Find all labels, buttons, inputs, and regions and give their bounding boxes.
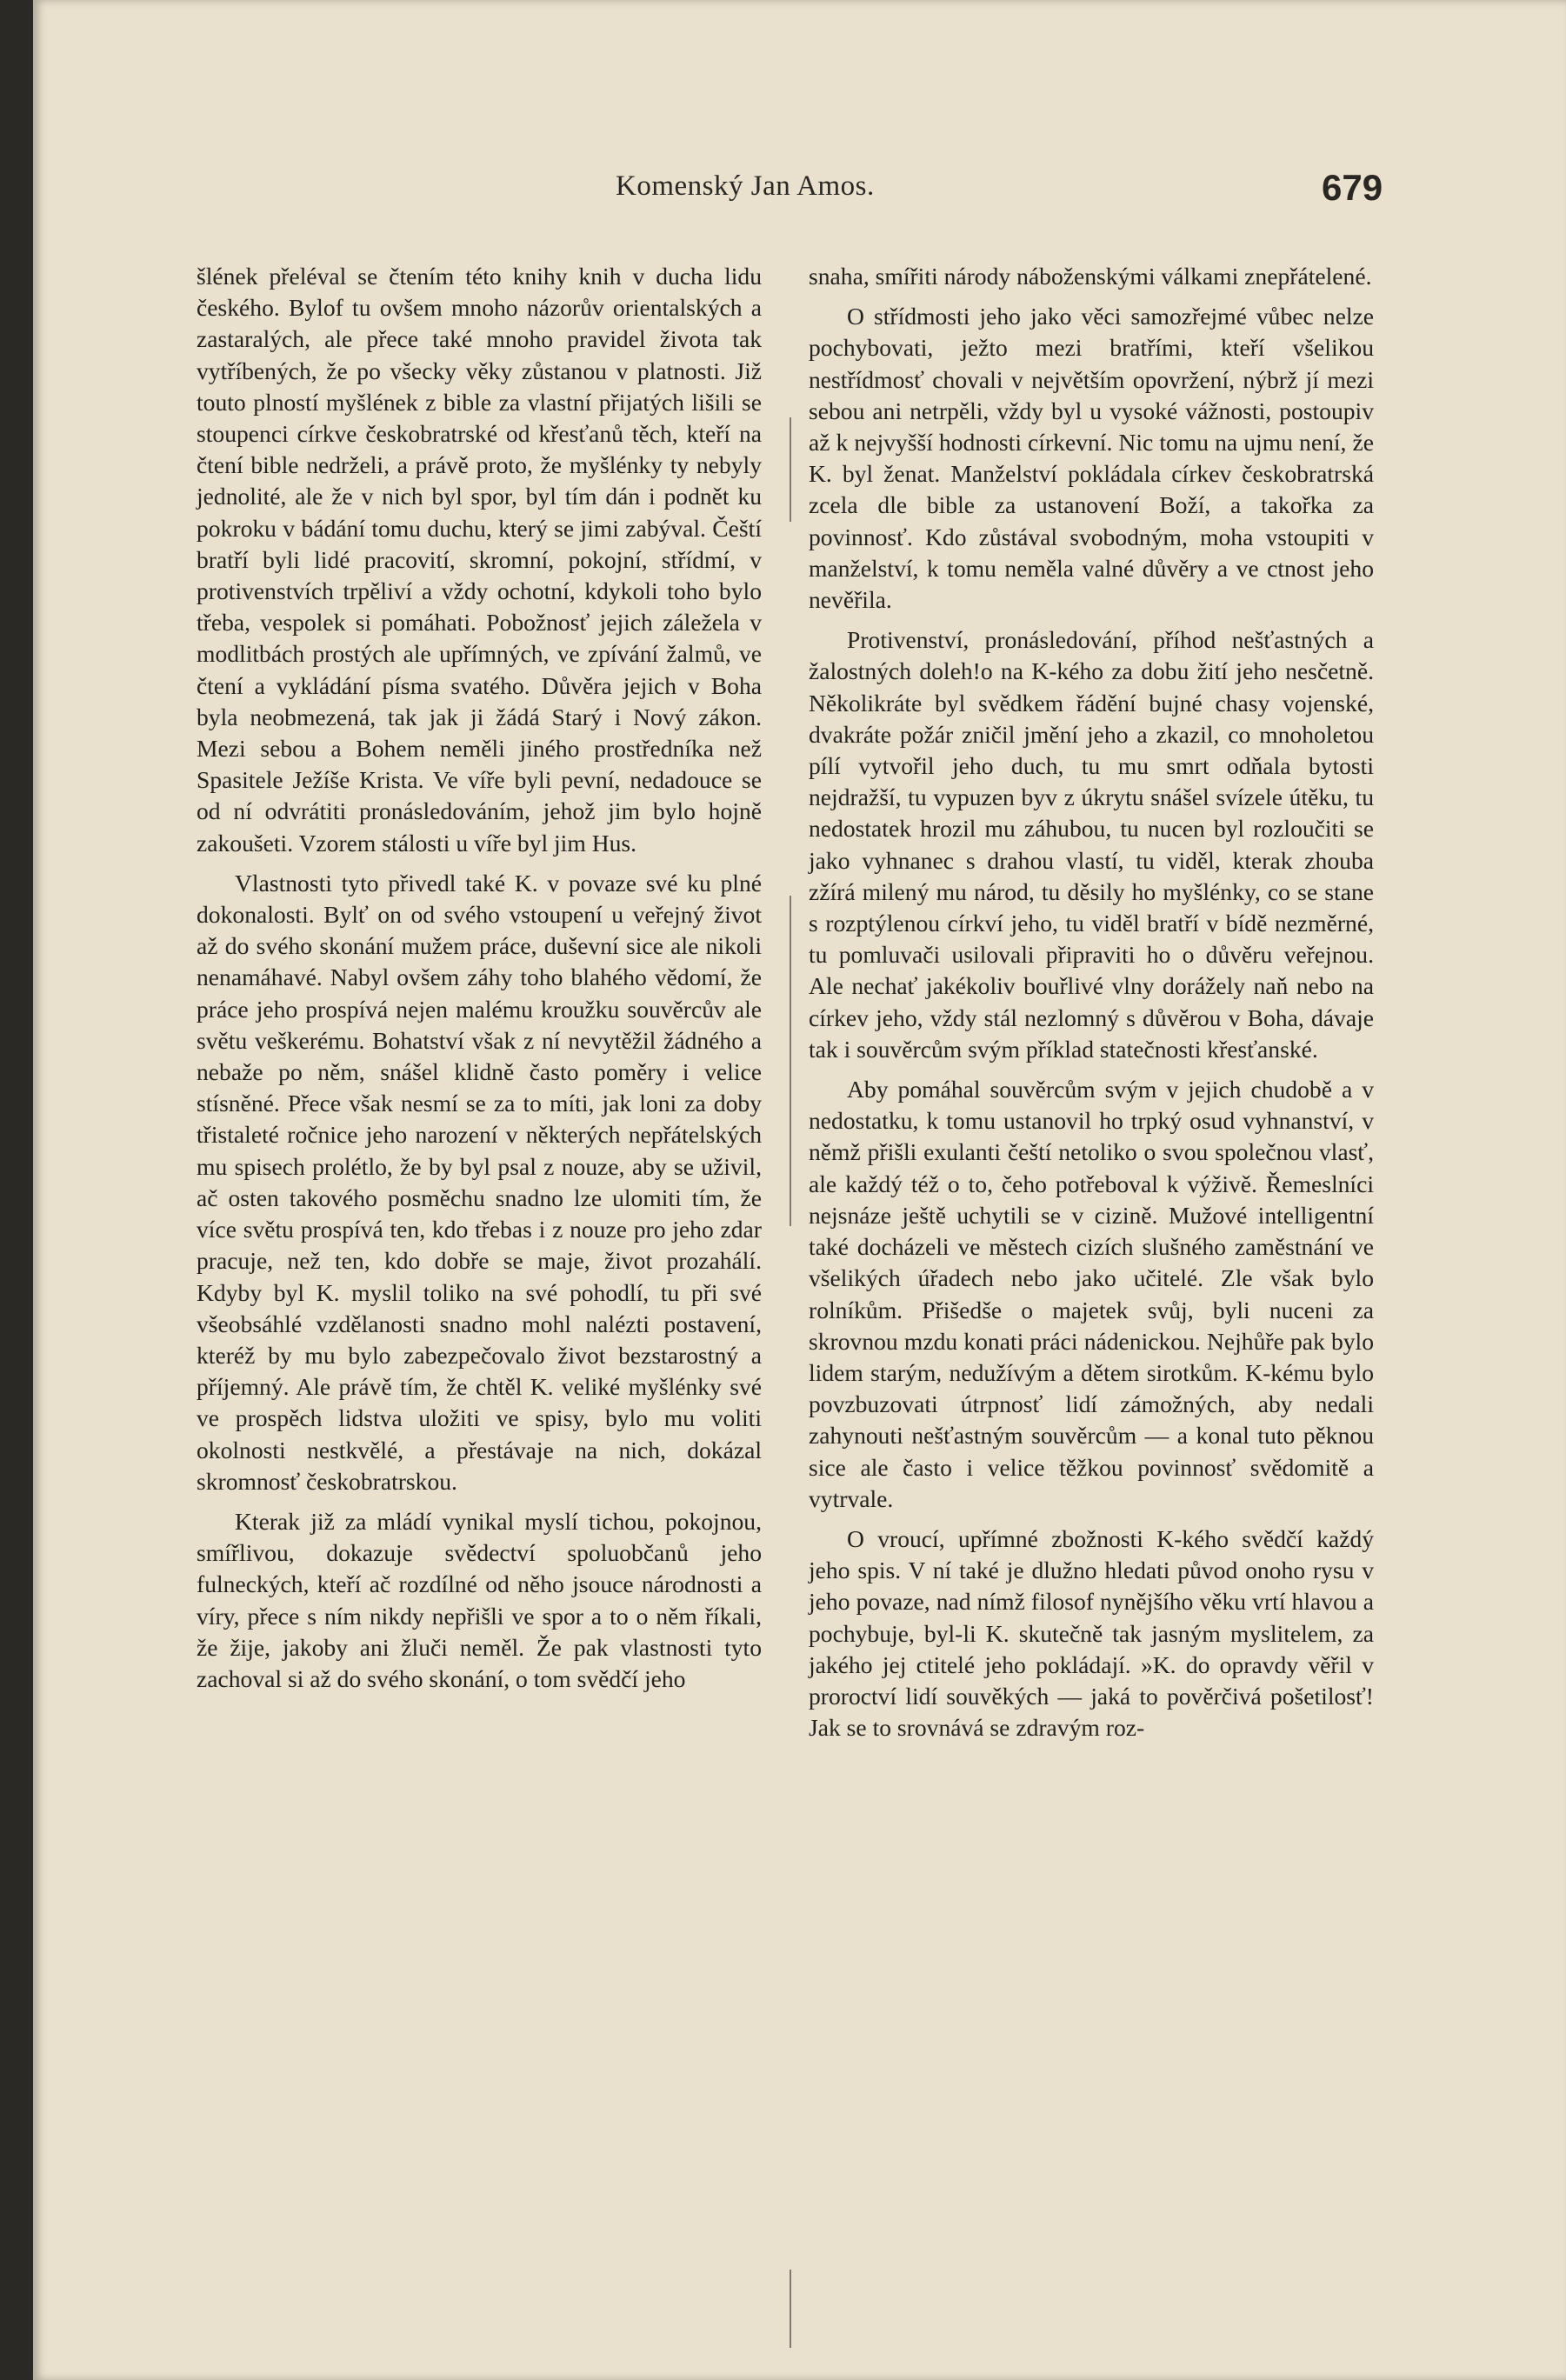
page-number: 679 [1322, 167, 1383, 208]
document-page [33, 0, 1566, 2380]
paragraph: O vroucí, upřímné zbožnosti K-kého svědčí každý jeho spis. V ní také je dlužno hledati původ onoho rysu v jeho povaze, nad nímž filosof nynějšího věku vrtí hlavou a pochybuje, byl-li K. skutečně tak jasným myslitelem, za jakého jej ctitelé jeho pokládají. »K. do opravdy věřil v proroctví lidí souvěkých — jaká to pověrčivá pošetilosť! Jak se to srovnává se zdravým roz- [809, 1524, 1374, 1742]
left-column [197, 261, 762, 1703]
running-title: Komenský Jan Amos. [616, 170, 875, 202]
right-column [809, 261, 1374, 1752]
paragraph: Vlastnosti tyto přivedl také K. v povaze své ku plné dokonalosti. Bylť on od svého vstoupení u veřejný život až do svého skonání mužem práce, duševní sice ale nikoli nenamáhavé. Nabyl ovšem záhy toho blahého vědomí, že práce jeho prospívá nejen malému kroužku souvěrcův ale světu veškerému. Bohatství však z ní nevytěžil žádného a nebaže po něm, snášel klidně často poměry i velice stísněné. Přece však nesmí se za to míti, jak loni za doby třistaleté ročnice jeho narození v některých nepřátelských mu spisech prolétlo, že by byl psal z nouze, aby se uživil, ač osten takového posměchu snadno lze ulomiti tím, že více světu prospívá ten, kdo třebas i z nouze pro jeho zdar pracuje, než ten, kdo dobře se maje, život prozahálí. Kdyby byl K. myslil toliko na své pohodlí, tu při své všeobsáhlé vzdělanosti snadno mohl nalézti postavení, kteréž by mu bylo zabezpečovalo život bezstarostný a příjemný. Ale právě tím, že chtěl K. veliké myšlénky své ve prospěch lidstva uložiti ve spisy, bylo mu voliti okolnosti nestkvělé, a přestávaje na nich, dokázal skromnosť českobratrskou. [197, 869, 762, 1495]
paragraph: Aby pomáhal souvěrcům svým v jejich chudobě a v nedostatku, k tomu ustanovil ho trpký osud vyhnanství, v němž přišli exulanti čeští netoliko o svou společnou vlasť, ale každý též o to, čeho potřeboval k výživě. Řemeslníci nejsnáze ještě uchytili se v cizině. Mužové intelligentní také docházeli ve městech cizích slušného zaměstnání ve všelikých úřadech nebo jako učitelé. Zle však bylo rolníkům. Přišedše o majetek svůj, byli nuceni za skrovnou mzdu konati práci nádenickou. Nejhůře pak bylo lidem starým, nedužívým a dětem sirotkům. K-kému bylo povzbuzovati útrpnosť lidí zámožných, aby nedali zahynouti nešťastným souvěrcům — a konal tuto pěknou sice ale často i velice těžkou povinnosť svědomitě a vytrvale. [809, 1076, 1374, 1512]
paragraph: O střídmosti jeho jako věci samozřejmé vůbec nelze pochybovati, ježto mezi bratřími, kteří všelikou nestřídmosť chovali v největším opovržení, nýbrž jí mezi sebou ani netrpěli, vždy byl u vysoké vážnosti, postoupiv až k nejvyšší hodnosti církevní. Nic tomu na ujmu není, že K. byl ženat. Manželství pokládala církev českobratrská zcela dle bible za ustanovení Boží, a takořka za povinnosť. Kdo zůstával svobodným, moha vstoupiti v manželství, k tomu neměla valné důvěry a ve ctnost jeho nevěřila. [809, 303, 1374, 614]
paragraph: Kterak již za mládí vynikal myslí tichou, pokojnou, smířlivou, dokazuje svědectví spoluobčanů jeho fulneckých, kteří ač rozdílné od něho jsouce národnosti a víry, přece s ním nikdy nepřišli ve spor a to o něm říkali, že žije, jakoby ani žluči neměl. Že pak vlastnosti tyto zachoval si až do svého skonání, o tom svědčí jeho [197, 1507, 762, 1692]
column-divider [790, 896, 791, 1226]
column-divider [790, 417, 791, 522]
paragraph: Protivenství, pronásledování, příhod nešťastných a žalostných doleh!o na K-kého za dobu žití jeho nesčetně. Několikráte byl svědkem řádění bujné chasy vojenské, dvakráte požár zničil jmění jeho a zkazil, co mnoholetou pílí vytvořil jeho duch, tu mu smrt odňala bytosti nejdražší, tu vypuzen byv z úkrytu snášel svízele útěku, tu nedostatek hrozil mu záhubou, tu nucen byl rozloučiti se jako vyhnanec s drahou vlastí, tu viděl, kterak zhouba zžírá milený mu národ, tu děsily ho myšlénky, co se stane s rozptýlenou církví jeho, tu viděl bratří v bídě nezměrné, tu pomluvači usilovali připraviti ho o důvěru veřejnou. Ale nechať jakékoliv bouřlivé vlny dorážely naň nebo na církev jeho, vždy stál nezlomný s důvěrou v Boha, dávaje tak i souvěrcům svým příklad statečnosti křesťanské. [809, 626, 1374, 1063]
page-header [33, 167, 1566, 214]
column-divider [790, 2270, 791, 2348]
paragraph: snaha, smířiti národy náboženskými válkami znepřátelené. [809, 263, 1372, 290]
paragraph: šlének přeléval se čtením této knihy knih v ducha lidu českého. Bylof tu ovšem mnoho názorův orientalských a zastaralých, ale přece také mnoho pravidel života tak vytříbených, že po všecky věky zůstanou v platnosti. Již touto plností myšlének z bible za vlastní přijatých lišili se stoupenci církve českobratrské od křesťanů těch, kteří na čtení bible nedrželi, a právě proto, že myšlénky ty nebyly jednolité, ale že v nich byl spor, byl tím dán i podnět ku pokroku v bádání tomu duchu, který se jimi zabýval. Čeští bratří byli lidé pracovití, skromní, pokojní, střídmí, v protivenstvích trpěliví a vždy ochotní, kdykoli toho bylo třeba, vespolek si pomáhati. Pobožnosť jejich záležela v modlitbách prostých ale upřímných, ve zpívání žalmů, ve čtení a vykládání písma svatého. Důvěra jejich v Boha byla neobmezená, tak jak ji žádá Starý i Nový zákon. Mezi sebou a Bohem neměli jiného prostředníka než Spasitele Ježíše Krista. Ve víře byli pevní, nedadouce se od ní odvrátiti pronásledováním, jehož jim bylo hojně zakoušeti. Vzorem stálosti u víře byl jim Hus. [197, 263, 762, 857]
